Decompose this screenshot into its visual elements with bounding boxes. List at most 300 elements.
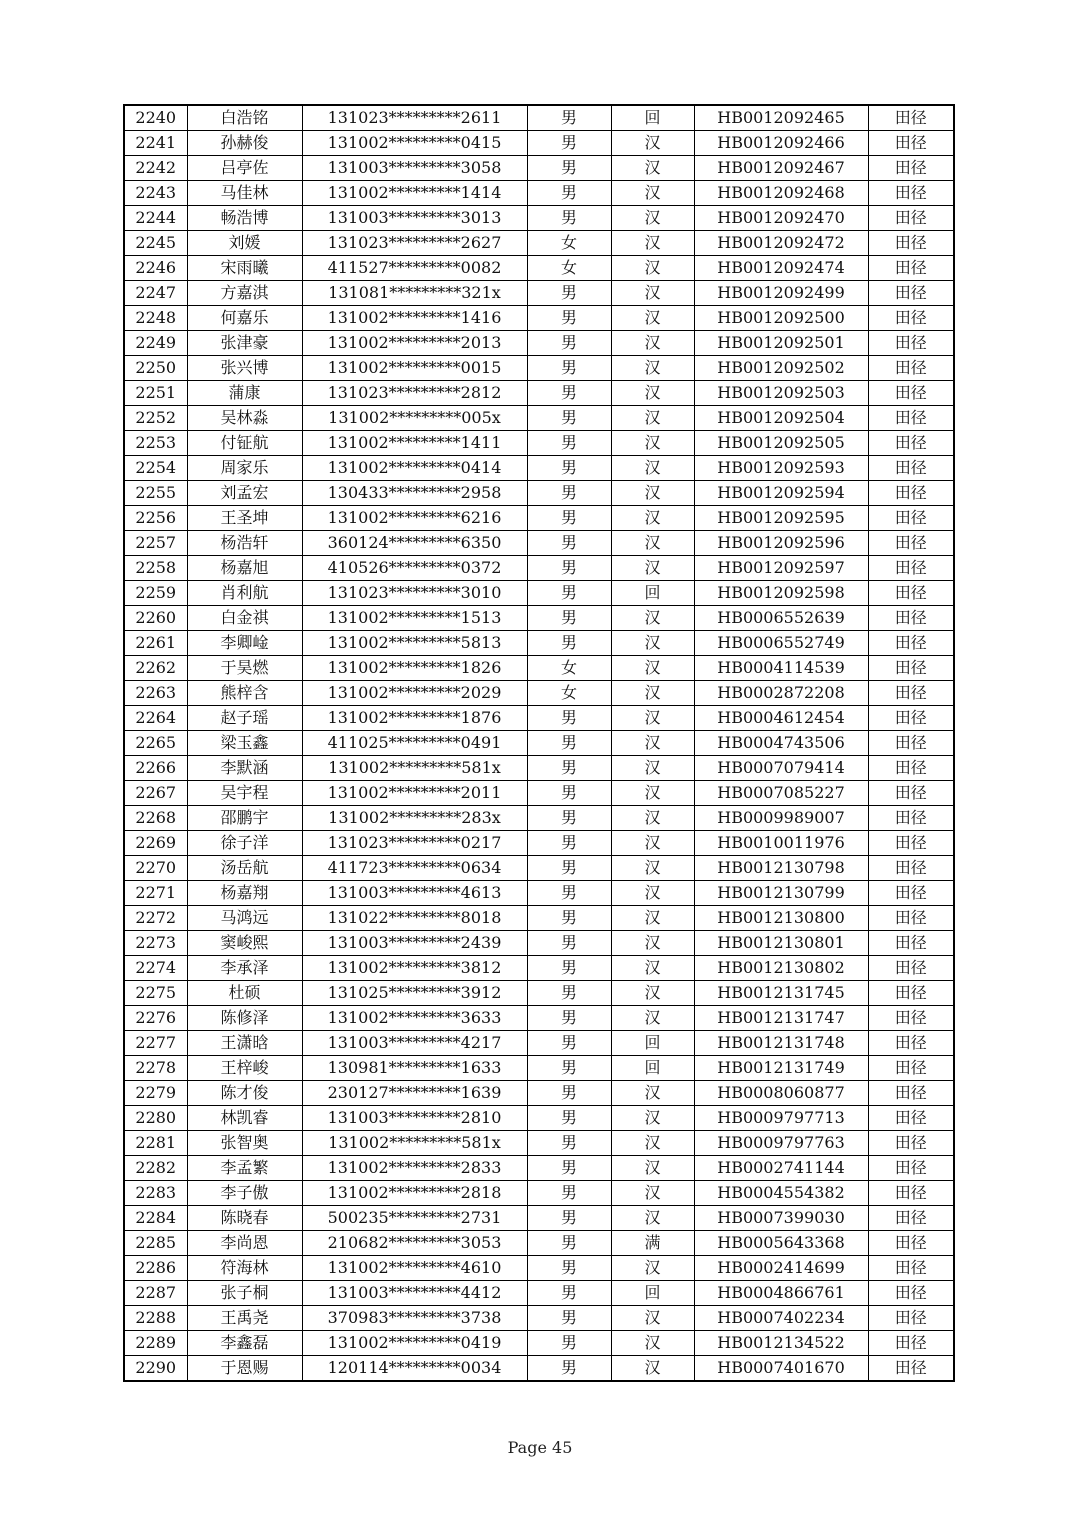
- id-number-cell: 130433*********2958: [302, 481, 527, 506]
- id-number-cell: 131002*********1876: [302, 706, 527, 731]
- ethnicity-cell: 汉: [611, 1256, 694, 1281]
- gender-cell: 男: [527, 181, 611, 206]
- table-row: [124, 1156, 954, 1181]
- gender-cell: 男: [527, 856, 611, 881]
- gender-cell: 女: [527, 656, 611, 681]
- row-number-cell: 2265: [124, 731, 187, 756]
- id-number-cell: 131002*********2011: [302, 781, 527, 806]
- registration-code-cell: HB0007079414: [694, 756, 868, 781]
- id-number-cell: 131003*********2810: [302, 1106, 527, 1131]
- registration-code-cell: HB0012092468: [694, 181, 868, 206]
- id-number-cell: 131025*********3912: [302, 981, 527, 1006]
- registration-code-cell: HB0012131748: [694, 1031, 868, 1056]
- row-number-cell: 2276: [124, 1006, 187, 1031]
- row-number-cell: 2262: [124, 656, 187, 681]
- ethnicity-cell: 汉: [611, 756, 694, 781]
- registration-code-cell: HB0012092505: [694, 431, 868, 456]
- gender-cell: 男: [527, 1181, 611, 1206]
- ethnicity-cell: 汉: [611, 456, 694, 481]
- ethnicity-cell: 汉: [611, 206, 694, 231]
- table-row: [124, 1081, 954, 1106]
- athlete-name-cell: 陈修泽: [187, 1006, 302, 1031]
- row-number-cell: 2256: [124, 506, 187, 531]
- row-number-cell: 2249: [124, 331, 187, 356]
- athlete-name-cell: 张津豪: [187, 331, 302, 356]
- registration-code-cell: HB0002414699: [694, 1256, 868, 1281]
- registration-code-cell: HB0004743506: [694, 731, 868, 756]
- gender-cell: 男: [527, 806, 611, 831]
- athlete-name-cell: 李卿崯: [187, 631, 302, 656]
- ethnicity-cell: 汉: [611, 1306, 694, 1331]
- ethnicity-cell: 回: [611, 581, 694, 606]
- sport-cell: 田径: [868, 1181, 954, 1206]
- row-number-cell: 2279: [124, 1081, 187, 1106]
- athlete-name-cell: 马佳林: [187, 181, 302, 206]
- id-number-cell: 131003*********3058: [302, 156, 527, 181]
- gender-cell: 男: [527, 756, 611, 781]
- registration-code-cell: HB0008060877: [694, 1081, 868, 1106]
- registration-code-cell: HB0004866761: [694, 1281, 868, 1306]
- athlete-name-cell: 杜硕: [187, 981, 302, 1006]
- ethnicity-cell: 汉: [611, 856, 694, 881]
- table-row: [124, 331, 954, 356]
- registration-code-cell: HB0007399030: [694, 1206, 868, 1231]
- registration-code-cell: HB0012092502: [694, 356, 868, 381]
- ethnicity-cell: 汉: [611, 481, 694, 506]
- registration-code-cell: HB0006552749: [694, 631, 868, 656]
- sport-cell: 田径: [868, 756, 954, 781]
- gender-cell: 男: [527, 531, 611, 556]
- id-number-cell: 131002*********3812: [302, 956, 527, 981]
- sport-cell: 田径: [868, 356, 954, 381]
- table-row: [124, 656, 954, 681]
- ethnicity-cell: 汉: [611, 731, 694, 756]
- ethnicity-cell: 汉: [611, 331, 694, 356]
- registration-code-cell: HB0012130801: [694, 931, 868, 956]
- athlete-name-cell: 于昊燃: [187, 656, 302, 681]
- ethnicity-cell: 汉: [611, 1356, 694, 1382]
- id-number-cell: 131002*********1416: [302, 306, 527, 331]
- registration-code-cell: HB0012134522: [694, 1331, 868, 1356]
- table-row: [124, 1006, 954, 1031]
- gender-cell: 男: [527, 1131, 611, 1156]
- table-row: [124, 281, 954, 306]
- table-row: [124, 506, 954, 531]
- sport-cell: 田径: [868, 1331, 954, 1356]
- sport-cell: 田径: [868, 781, 954, 806]
- row-number-cell: 2246: [124, 256, 187, 281]
- table-row: [124, 1306, 954, 1331]
- table-row: [124, 706, 954, 731]
- table-row: [124, 581, 954, 606]
- gender-cell: 男: [527, 1031, 611, 1056]
- id-number-cell: 131002*********2833: [302, 1156, 527, 1181]
- athlete-name-cell: 李尚恩: [187, 1231, 302, 1256]
- gender-cell: 女: [527, 256, 611, 281]
- sport-cell: 田径: [868, 981, 954, 1006]
- table-row: [124, 105, 954, 131]
- ethnicity-cell: 汉: [611, 1131, 694, 1156]
- registration-code-cell: HB0012130802: [694, 956, 868, 981]
- registration-code-cell: HB0012092598: [694, 581, 868, 606]
- table-row: [124, 931, 954, 956]
- row-number-cell: 2272: [124, 906, 187, 931]
- gender-cell: 男: [527, 1006, 611, 1031]
- ethnicity-cell: 汉: [611, 1331, 694, 1356]
- row-number-cell: 2275: [124, 981, 187, 1006]
- row-number-cell: 2282: [124, 1156, 187, 1181]
- registration-code-cell: HB0007401670: [694, 1356, 868, 1382]
- ethnicity-cell: 汉: [611, 131, 694, 156]
- gender-cell: 男: [527, 556, 611, 581]
- sport-cell: 田径: [868, 1281, 954, 1306]
- athlete-name-cell: 李孟繁: [187, 1156, 302, 1181]
- sport-cell: 田径: [868, 531, 954, 556]
- sport-cell: 田径: [868, 606, 954, 631]
- sport-cell: 田径: [868, 1106, 954, 1131]
- athlete-name-cell: 白浩铭: [187, 105, 302, 131]
- sport-cell: 田径: [868, 381, 954, 406]
- table-row: [124, 1356, 954, 1382]
- id-number-cell: 131081*********321x: [302, 281, 527, 306]
- gender-cell: 男: [527, 906, 611, 931]
- table-row: [124, 881, 954, 906]
- registration-code-cell: HB0012092500: [694, 306, 868, 331]
- page-number: Page 45: [507, 1438, 573, 1457]
- athlete-name-cell: 杨浩轩: [187, 531, 302, 556]
- row-number-cell: 2255: [124, 481, 187, 506]
- registration-code-cell: HB0012092594: [694, 481, 868, 506]
- registration-code-cell: HB0010011976: [694, 831, 868, 856]
- id-number-cell: 131023*********2627: [302, 231, 527, 256]
- gender-cell: 男: [527, 206, 611, 231]
- athlete-name-cell: 方嘉淇: [187, 281, 302, 306]
- ethnicity-cell: 汉: [611, 406, 694, 431]
- athlete-name-cell: 畅浩博: [187, 206, 302, 231]
- registration-code-cell: HB0006552639: [694, 606, 868, 631]
- row-number-cell: 2251: [124, 381, 187, 406]
- sport-cell: 田径: [868, 1081, 954, 1106]
- gender-cell: 男: [527, 406, 611, 431]
- ethnicity-cell: 汉: [611, 1206, 694, 1231]
- table-row: [124, 1181, 954, 1206]
- row-number-cell: 2267: [124, 781, 187, 806]
- athlete-name-cell: 窦峻熙: [187, 931, 302, 956]
- table-row: [124, 806, 954, 831]
- ethnicity-cell: 回: [611, 1056, 694, 1081]
- sport-cell: 田径: [868, 431, 954, 456]
- sport-cell: 田径: [868, 506, 954, 531]
- row-number-cell: 2252: [124, 406, 187, 431]
- id-number-cell: 131022*********8018: [302, 906, 527, 931]
- registration-code-cell: HB0012092474: [694, 256, 868, 281]
- id-number-cell: 131003*********4613: [302, 881, 527, 906]
- table-row: [124, 356, 954, 381]
- athlete-name-cell: 王禹尧: [187, 1306, 302, 1331]
- ethnicity-cell: 回: [611, 1281, 694, 1306]
- registration-code-cell: HB0012092472: [694, 231, 868, 256]
- sport-cell: 田径: [868, 706, 954, 731]
- ethnicity-cell: 汉: [611, 1006, 694, 1031]
- registration-code-cell: HB0012130799: [694, 881, 868, 906]
- ethnicity-cell: 满: [611, 1231, 694, 1256]
- id-number-cell: 411025*********0491: [302, 731, 527, 756]
- gender-cell: 男: [527, 431, 611, 456]
- row-number-cell: 2270: [124, 856, 187, 881]
- athlete-name-cell: 于恩赐: [187, 1356, 302, 1382]
- athlete-name-cell: 王潇晗: [187, 1031, 302, 1056]
- ethnicity-cell: 汉: [611, 706, 694, 731]
- row-number-cell: 2242: [124, 156, 187, 181]
- row-number-cell: 2278: [124, 1056, 187, 1081]
- gender-cell: 男: [527, 831, 611, 856]
- sport-cell: 田径: [868, 581, 954, 606]
- registration-code-cell: HB0004554382: [694, 1181, 868, 1206]
- athlete-name-cell: 蒲康: [187, 381, 302, 406]
- registration-code-cell: HB0012131745: [694, 981, 868, 1006]
- table-row: [124, 681, 954, 706]
- ethnicity-cell: 汉: [611, 356, 694, 381]
- athlete-roster-table: [123, 104, 955, 1382]
- athlete-name-cell: 付钲航: [187, 431, 302, 456]
- id-number-cell: 131023*********0217: [302, 831, 527, 856]
- id-number-cell: 131002*********0415: [302, 131, 527, 156]
- ethnicity-cell: 汉: [611, 831, 694, 856]
- gender-cell: 男: [527, 731, 611, 756]
- gender-cell: 男: [527, 1231, 611, 1256]
- registration-code-cell: HB0007085227: [694, 781, 868, 806]
- registration-code-cell: HB0012092596: [694, 531, 868, 556]
- row-number-cell: 2244: [124, 206, 187, 231]
- id-number-cell: 131002*********2013: [302, 331, 527, 356]
- row-number-cell: 2285: [124, 1231, 187, 1256]
- registration-code-cell: HB0012092499: [694, 281, 868, 306]
- athlete-name-cell: 吴林淼: [187, 406, 302, 431]
- sport-cell: 田径: [868, 181, 954, 206]
- id-number-cell: 370983*********3738: [302, 1306, 527, 1331]
- registration-code-cell: HB0012092465: [694, 105, 868, 131]
- table-row: [124, 906, 954, 931]
- sport-cell: 田径: [868, 631, 954, 656]
- athlete-name-cell: 张智奥: [187, 1131, 302, 1156]
- table-row: [124, 856, 954, 881]
- table-row: [124, 531, 954, 556]
- gender-cell: 男: [527, 1281, 611, 1306]
- ethnicity-cell: 汉: [611, 556, 694, 581]
- id-number-cell: 131023*********3010: [302, 581, 527, 606]
- table-row: [124, 481, 954, 506]
- id-number-cell: 131002*********2818: [302, 1181, 527, 1206]
- table-row: [124, 431, 954, 456]
- row-number-cell: 2261: [124, 631, 187, 656]
- athlete-name-cell: 杨嘉旭: [187, 556, 302, 581]
- sport-cell: 田径: [868, 1131, 954, 1156]
- registration-code-cell: HB0012092501: [694, 331, 868, 356]
- athlete-name-cell: 符海林: [187, 1256, 302, 1281]
- ethnicity-cell: 汉: [611, 681, 694, 706]
- sport-cell: 田径: [868, 856, 954, 881]
- row-number-cell: 2247: [124, 281, 187, 306]
- table-row: [124, 956, 954, 981]
- sport-cell: 田径: [868, 1231, 954, 1256]
- registration-code-cell: HB0012092466: [694, 131, 868, 156]
- gender-cell: 男: [527, 881, 611, 906]
- sport-cell: 田径: [868, 105, 954, 131]
- row-number-cell: 2266: [124, 756, 187, 781]
- gender-cell: 男: [527, 631, 611, 656]
- ethnicity-cell: 汉: [611, 256, 694, 281]
- sport-cell: 田径: [868, 1306, 954, 1331]
- row-number-cell: 2260: [124, 606, 187, 631]
- registration-code-cell: HB0004114539: [694, 656, 868, 681]
- ethnicity-cell: 汉: [611, 506, 694, 531]
- gender-cell: 男: [527, 281, 611, 306]
- ethnicity-cell: 汉: [611, 1181, 694, 1206]
- gender-cell: 男: [527, 356, 611, 381]
- row-number-cell: 2258: [124, 556, 187, 581]
- ethnicity-cell: 汉: [611, 306, 694, 331]
- row-number-cell: 2245: [124, 231, 187, 256]
- row-number-cell: 2257: [124, 531, 187, 556]
- athlete-name-cell: 刘媛: [187, 231, 302, 256]
- ethnicity-cell: 汉: [611, 656, 694, 681]
- ethnicity-cell: 汉: [611, 606, 694, 631]
- athlete-name-cell: 王圣坤: [187, 506, 302, 531]
- athlete-name-cell: 李默涵: [187, 756, 302, 781]
- id-number-cell: 131002*********1414: [302, 181, 527, 206]
- sport-cell: 田径: [868, 906, 954, 931]
- ethnicity-cell: 汉: [611, 881, 694, 906]
- ethnicity-cell: 汉: [611, 281, 694, 306]
- id-number-cell: 131003*********2439: [302, 931, 527, 956]
- row-number-cell: 2243: [124, 181, 187, 206]
- id-number-cell: 131002*********1826: [302, 656, 527, 681]
- gender-cell: 男: [527, 606, 611, 631]
- table-row: [124, 1056, 954, 1081]
- row-number-cell: 2271: [124, 881, 187, 906]
- row-number-cell: 2290: [124, 1356, 187, 1382]
- registration-code-cell: HB0002872208: [694, 681, 868, 706]
- gender-cell: 男: [527, 156, 611, 181]
- ethnicity-cell: 汉: [611, 631, 694, 656]
- sport-cell: 田径: [868, 556, 954, 581]
- ethnicity-cell: 汉: [611, 181, 694, 206]
- table-row: [124, 1031, 954, 1056]
- id-number-cell: 500235*********2731: [302, 1206, 527, 1231]
- table-row: [124, 781, 954, 806]
- sport-cell: 田径: [868, 1256, 954, 1281]
- table-row: [124, 1106, 954, 1131]
- athlete-name-cell: 徐子洋: [187, 831, 302, 856]
- ethnicity-cell: 回: [611, 1031, 694, 1056]
- athlete-name-cell: 吴宇程: [187, 781, 302, 806]
- athlete-name-cell: 李鑫磊: [187, 1331, 302, 1356]
- ethnicity-cell: 汉: [611, 431, 694, 456]
- gender-cell: 男: [527, 1356, 611, 1382]
- sport-cell: 田径: [868, 1356, 954, 1382]
- athlete-name-cell: 张兴博: [187, 356, 302, 381]
- id-number-cell: 131002*********581x: [302, 756, 527, 781]
- table-row: [124, 306, 954, 331]
- id-number-cell: 131002*********283x: [302, 806, 527, 831]
- gender-cell: 男: [527, 306, 611, 331]
- table-row: [124, 131, 954, 156]
- table-row: [124, 381, 954, 406]
- gender-cell: 男: [527, 1056, 611, 1081]
- athlete-name-cell: 邵鹏宇: [187, 806, 302, 831]
- athlete-name-cell: 王梓峻: [187, 1056, 302, 1081]
- ethnicity-cell: 汉: [611, 906, 694, 931]
- table-row: [124, 1231, 954, 1256]
- ethnicity-cell: 回: [611, 105, 694, 131]
- table-row: [124, 606, 954, 631]
- table-row: [124, 206, 954, 231]
- athlete-name-cell: 张子桐: [187, 1281, 302, 1306]
- id-number-cell: 131002*********5813: [302, 631, 527, 656]
- athlete-name-cell: 刘孟宏: [187, 481, 302, 506]
- id-number-cell: 131002*********3633: [302, 1006, 527, 1031]
- ethnicity-cell: 汉: [611, 531, 694, 556]
- row-number-cell: 2281: [124, 1131, 187, 1156]
- table-row: [124, 831, 954, 856]
- ethnicity-cell: 汉: [611, 1081, 694, 1106]
- gender-cell: 男: [527, 331, 611, 356]
- registration-code-cell: HB0009797713: [694, 1106, 868, 1131]
- gender-cell: 男: [527, 581, 611, 606]
- id-number-cell: 120114*********0034: [302, 1356, 527, 1382]
- sport-cell: 田径: [868, 156, 954, 181]
- row-number-cell: 2259: [124, 581, 187, 606]
- row-number-cell: 2284: [124, 1206, 187, 1231]
- gender-cell: 男: [527, 1106, 611, 1131]
- registration-code-cell: HB0009797763: [694, 1131, 868, 1156]
- athlete-name-cell: 周家乐: [187, 456, 302, 481]
- athlete-name-cell: 宋雨曦: [187, 256, 302, 281]
- gender-cell: 女: [527, 231, 611, 256]
- registration-code-cell: HB0012092504: [694, 406, 868, 431]
- sport-cell: 田径: [868, 306, 954, 331]
- table-row: [124, 181, 954, 206]
- sport-cell: 田径: [868, 1031, 954, 1056]
- sport-cell: 田径: [868, 481, 954, 506]
- sport-cell: 田径: [868, 931, 954, 956]
- id-number-cell: 130981*********1633: [302, 1056, 527, 1081]
- row-number-cell: 2288: [124, 1306, 187, 1331]
- roster-body: [124, 105, 954, 1381]
- athlete-name-cell: 熊梓含: [187, 681, 302, 706]
- gender-cell: 男: [527, 506, 611, 531]
- table-row: [124, 631, 954, 656]
- id-number-cell: 210682*********3053: [302, 1231, 527, 1256]
- sport-cell: 田径: [868, 731, 954, 756]
- gender-cell: 男: [527, 1256, 611, 1281]
- table-row: [124, 1206, 954, 1231]
- id-number-cell: 131002*********0414: [302, 456, 527, 481]
- ethnicity-cell: 汉: [611, 981, 694, 1006]
- row-number-cell: 2274: [124, 956, 187, 981]
- row-number-cell: 2286: [124, 1256, 187, 1281]
- row-number-cell: 2268: [124, 806, 187, 831]
- athlete-name-cell: 吕亭佐: [187, 156, 302, 181]
- gender-cell: 男: [527, 456, 611, 481]
- registration-code-cell: HB0012092595: [694, 506, 868, 531]
- gender-cell: 男: [527, 706, 611, 731]
- registration-code-cell: HB0007402234: [694, 1306, 868, 1331]
- id-number-cell: 411723*********0634: [302, 856, 527, 881]
- ethnicity-cell: 汉: [611, 931, 694, 956]
- table-row: [124, 981, 954, 1006]
- id-number-cell: 131002*********1411: [302, 431, 527, 456]
